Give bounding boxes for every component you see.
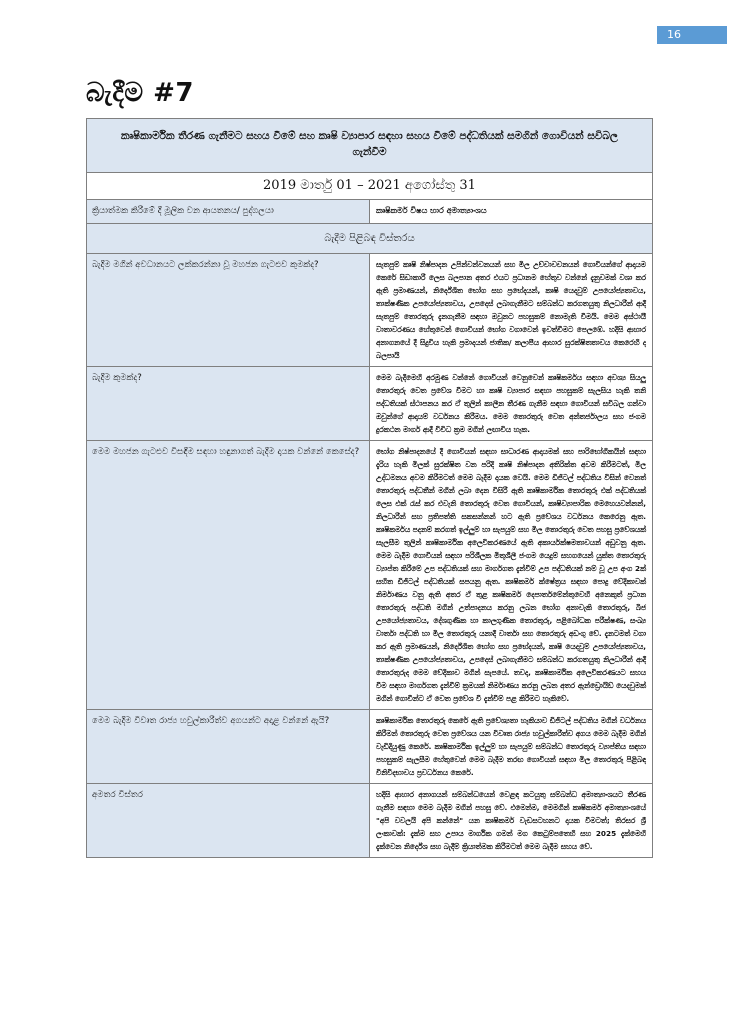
commitment-heading: බැදීම #7 <box>86 78 195 108</box>
page-number: 16 <box>657 26 727 44</box>
table-row <box>87 254 653 367</box>
date-range: 2019 මාර්තු 01 – 2021 අගෝස්තු 31 <box>87 173 653 200</box>
row-label: අමතර විස්තර <box>87 784 370 858</box>
row-label: බැදීම කුමක්ද? <box>87 367 370 441</box>
row-value: භෝග නිෂ්පාදනයේ දී ගොවියන් සඳහා සාධාරණ ආදායමක් සහ පාරිභෝගිකයින් සඳහා දැරිය හැකි මිලක් සුරක්ෂිත වන පරිදි කෘෂි නිෂ්පාදන අතිරික්ත අවම කිරීමටත්, මිල උද්ධමනය අවම කිරීමටත් මෙම බැදීම දායක වෙයි. මෙම ඩිජිටල් පද්ධතිය විසින් වෙනත් තොරතුරු පද්ධතීන් මගින් ලබා දෙන විසිරී ඇති කෘෂිකාර්මික තොරතුරු එක් පද්ධතියක් ලෙස එක් රැස් කර එවැනි තොරතුරු වෙත ගොවියන්, කෘෂිව්‍යාපාරික මෙහෙයවන්නන්, නිලධාරීන් සහ ප්‍රතිපත්ති සකසන්නන් හට ඇති ප්‍රවේශය වර්ධනය කෙරෙනු ඇත. කෘෂිකර්මය පදනම් කරගත් ඉල්ලුම් හා සැපයුම් සහ මිල තොරතුරු වෙත පහසු ප්‍රවේශයක් සැලසීම තුලින් කෘෂිකාර්මික අලෙවිකරණයේ ඇති අකාර්යක්ෂමතාවයන් අඩුවනු ඇත. මෙම බැදීම ගොවියන් සඳහා පරිශීලක මිතුශීලී ජංගම යෙදුම් සහගයෙන් යුක්ත තොරතුරු ව්‍යාප්ත කිරීමේ උප පද්ධතියක් සහ මාර්ගගත දැන්වීම් උප පද්ධතියක් නම් වූ උප අංග 2ක් සහිත ඩිජිටල් පද්ධතියක් සපයනු ඇත. කෘෂිකර්ම ක්ෂේත්‍රය සඳහා පොදු වේදිකාවක් නිර්මාණය වනු ඇති අතර ඒ තුළ කෘෂිකර්ම දෙපාර්තමේන්තුවෙහි අනෙකුත් ප්‍රධාන තොරතුරු පද්ධති මගින් උත්පාදනය කරනු ලබන භෝග අනාවැකි තොරතුරු, බිජ උපයෝජ්‍යතාවය, දේශගුණික හා කාලගුණික තොරතුරු, පළිබෝධක පරීක්ෂණ, සංඛ්‍ය වාර්තා පද්ධති හා මිල තොරතුරු යනාදී වාර්තා සහ තොරතුරු අඩංගු වේ. දැනටමත් වගා කර ඇති ප්‍රමාණයන්, නිර්දේශිත භෝග සහ ප්‍රභේදයන්, කෘෂි යෙදවුම් උපයෝජ්‍යතාවය, තාක්ෂණික උපයෝජ්‍යතාවය, උපදෙස් ලබාගැනීමට සම්බන්ධ කරගතයුතු නිලධාරීන් ආදී තොරතුරුද මෙම වේදිකාව මගින් සැපයේ. තවද, කෘෂිකාර්මික අලෙවිකරණයට සහය වීම සඳහා මාර්ගගත දැන්වීම් ක්‍රමයක් නිර්මාණය කරනු ලබන අතර ඇන්ඩ්‍රොයිඩ් යෙදවුමක් මගින් ගොවීන්ට ඒ වෙත ප්‍රවේශ වී දැන්වීම් පළ කිරීමට හැකිවේ. <box>370 441 653 710</box>
row-label: මෙම මහජන ගැටළුව විසඳීම සඳහා හඳුනාගත් බැදීම දායක වන්නේ කෙසේද? <box>87 441 370 710</box>
row-value: මෙම බැදීමෙහි අරමුණ වන්නේ ගොවියන් වෙනුවෙන් කෘෂිකර්මය සඳහා අවශ්‍ය සියලු තොරතුරු වෙත ප්‍රවේශ වීමට හා කෘෂි ව්‍යාපාර සඳහා පහසුකම් සැලසිය හැකි තනි පද්ධතියක් ස්ථාපනය කර ඒ තුලින් කාලීන තීරණ ගැනීම සඳහා ගොවියන් සවිබල ගන්වා ඔවුන්ගේ ආදායම් වර්ධනය කිරීමය. මෙම තොරතුරු වෙත අන්තර්ජාලය සහ ජංගම දුරකථන මාර්ග ආදී විවිධ ක්‍රම මගින් ලඟාවිය හැක. <box>370 367 653 441</box>
section-row <box>87 224 653 254</box>
commitment-title: කෘෂිකාර්මික තීරණ ගැනීමට සහය වීමේ සහ කෘෂි ව්‍යාපාර සඳහා සහය වීමේ පද්ධතියක් සමගින් ගොවියන් සවිබල ගැන්වීම <box>87 119 653 173</box>
institution-row <box>87 200 653 224</box>
date-row <box>87 173 653 200</box>
section-heading: බැදීම පිළිබඳ විස්තරය <box>87 224 653 254</box>
row-label: බැදීම මගින් අවධානයට ලක්කරන්නා වූ මහජන ගැටළුව කුමක්ද? <box>87 254 370 367</box>
institution-label: ක්‍රියාත්මක කිරීමේ දී මූලික වන ආයතනය/ පුද්ගලයා <box>87 200 370 224</box>
row-value: හදිසි ආහාර අනාගයන් සම්බන්ධයෙන් වෙළඳ කටයුතු සම්බන්ධ අමාත්‍යාංශයට තීරණ ගැනීම සඳහා මෙම බැදීම මගින් පහසු වේ. එමෙන්ම, මෙමගින් කෘෂිකර්ම අමාත්‍යාංශයේ "අපි වවලයි අපි කන්නේ" යන කෘෂිකර්ම වැඩසටහනට දායක වීමටත්; තිරසර ශ්‍රී ලංකාවක්: දැක්ම සහ උපාය මාර්ගික ගමන් මග කෙටුම්පතෙහි සහ 2025 දැක්මෙහි දැක්වෙන නිර්දේශ සහ බැදීම් ක්‍රියාත්මක කිරීමටත් මෙම බැදීම සහය වේ. <box>370 784 653 858</box>
table-row <box>87 367 653 441</box>
table-row <box>87 710 653 784</box>
table-row <box>87 784 653 858</box>
table-row <box>87 441 653 710</box>
title-row <box>87 119 653 173</box>
row-value: සැතපුම් කෘෂි නිෂ්පාදන උපින්වන්වනයන් සහ මිල උච්චාවචනයන් ගොවියන්ගේ ආදායම කෙරේ සිඩාකාරී ලෙස බලපාන අතර එයට ප්‍රධානම හේතුව වන්නේ දැනුවමක් වශා කර ඇති ප්‍රමාණයන්, නිර්දේශිත භෝග සහ ප්‍රභේදයන්, කෘෂි යෙදවුම් උපයෝජ්‍යතාවය, තාක්ෂණික උපයෝජ්‍යතාවය, උපදෙස් ලබාගැනීමට සම්බන්ධ කරගතයුතු නිලධාරීන් ආදී සැතපුම් තොරතුරු දැනගැනීම සඳහා ඔවුනට පහසුකම් නොමැති වීමයි. මෙම අස්ථායී වාතාවරණය හේතුවෙන් ගොවියන් භෝග වගාවෙන් ඉවත්වීමට පෙලඹේ. හදිසි ආහාර අනාගනයේ දී සිදුවිය හැකි ප්‍රමාදයන් ජාතික/ කලාපීය ආහාර සුරක්ෂිතතාවය කෙරෙහි ද බලපායි <box>370 254 653 367</box>
row-value: කෘෂිකාර්මික තොරතුරු කෙරේ ඇති ප්‍රවේශ්‍යතා හැකියාව ඩිජිටල් පද්ධතිය මගින් වර්ධනය කිරීමන් තොරතුරු වෙත ප්‍රවේශය යන විවෘත රාජ්‍ය හවුල්කාරීත්ව අගය මෙම බැදීම මගින් වැඩිදියුණු කෙරේ. කෘෂිකාර්මික ඉල්ලුම් හා සැපයුම් සම්බන්ධ තොරතුරු ව්‍යාප්තිය සඳහා පහසුකම් සැලසීම හේතුවෙන් මෙම බැදීම තරඟ ගොවියන් සඳහා මිල තොරතුරු පිළිබඳ විනිවිදභාවය ප්‍රවර්ධනය කෙරේ. <box>370 710 653 784</box>
institution-value: කෘෂිකර්ම විෂය භාර අමාත්‍යාංශය <box>370 200 653 224</box>
row-label: මෙම බැදීම විවෘත රාජ්‍ය හවුල්කාරීත්ව අගයන්ට අදාළ වන්නේ ඇයි? <box>87 710 370 784</box>
commitment-table <box>86 118 653 858</box>
